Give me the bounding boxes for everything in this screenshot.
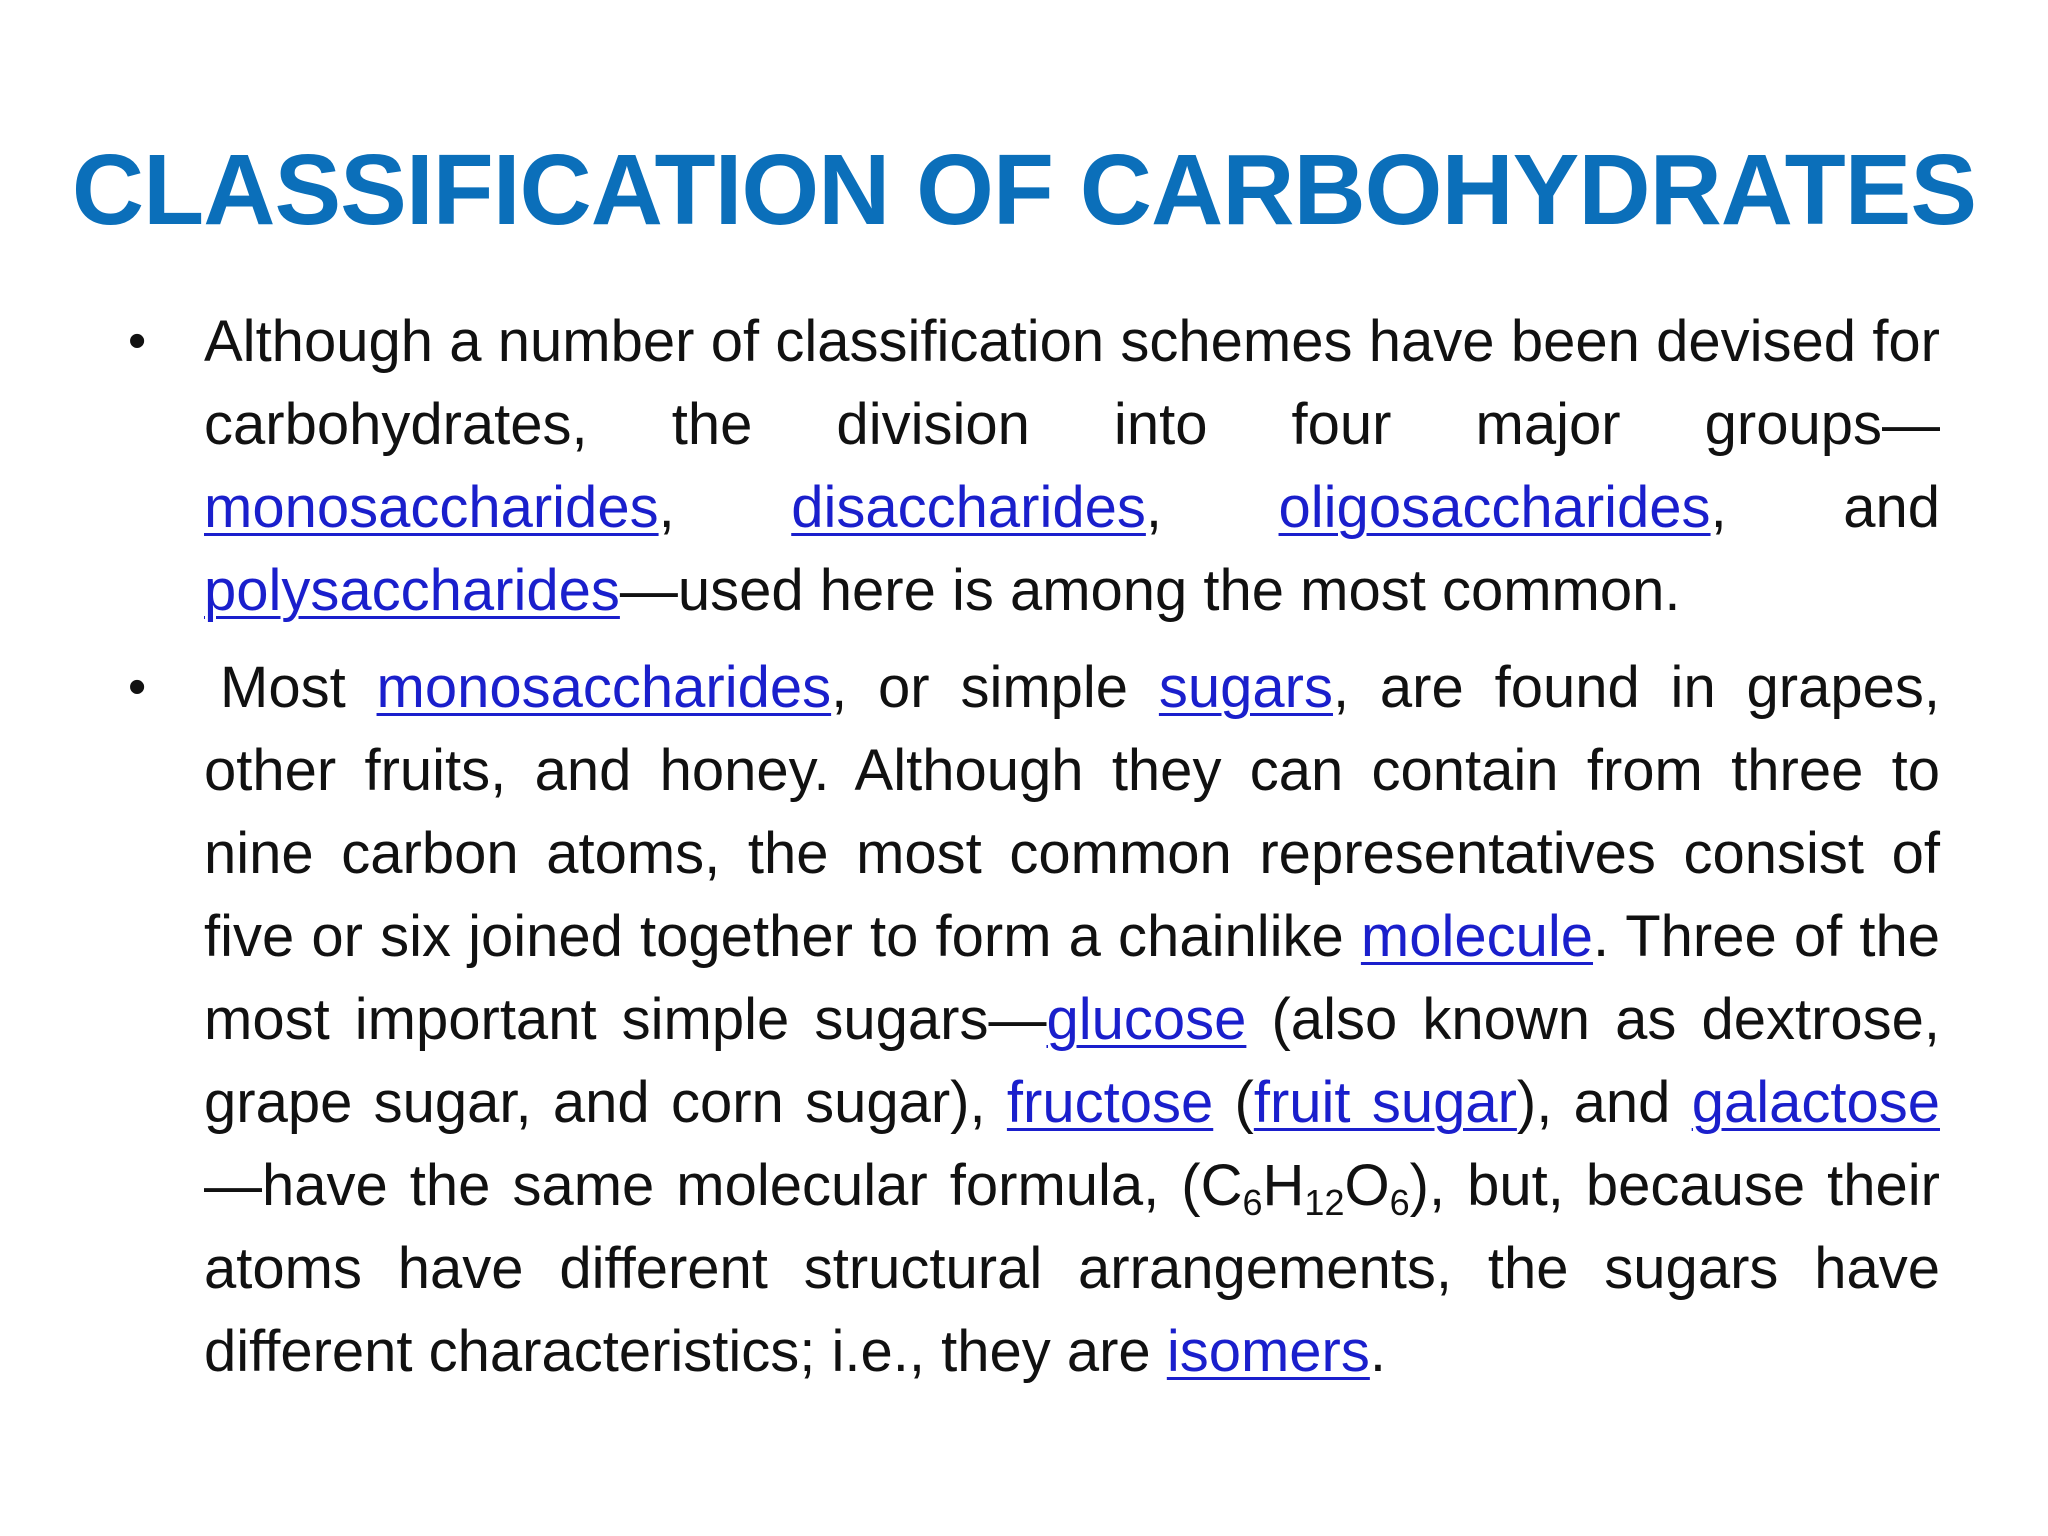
link-oligosaccharides[interactable]: oligosaccharides <box>1278 475 1711 540</box>
bullet-item-2 <box>122 646 1940 1393</box>
bullet-dot-icon: • <box>128 658 147 716</box>
link-polysaccharides[interactable]: polysaccharides <box>204 558 620 623</box>
bullet-list <box>122 300 1940 1393</box>
bullet2-text-5: (also known as dextrose, grape sugar, and corn sugar), <box>204 987 1941 1135</box>
formula-c: C <box>1200 1153 1243 1218</box>
link-fructose[interactable]: fructose <box>1006 1070 1214 1135</box>
link-fruit-sugar[interactable]: fruit sugar <box>1253 1070 1517 1135</box>
link-galactose[interactable]: galactose <box>1691 1070 1940 1135</box>
bullet2-text-1: Most <box>220 655 377 720</box>
bullet2-text-8: —have the same molecular formula, ( <box>204 1153 1201 1218</box>
bullet2-text-9: ), but, because their atoms have different structural arrangements, the sugars have different characteristics; i.e., they are <box>204 1153 1940 1384</box>
bullet2-text-7: ), and <box>1516 1070 1692 1135</box>
formula-o: O <box>1344 1153 1390 1218</box>
bullet2-text-4: . Three of the most important simple sugars— <box>204 904 1941 1052</box>
bullet2-text-3: , are found in grapes, other fruits, and honey. Although they can contain from three to nine carbon atoms, the most common representatives consist of five or six joined together to form a chainlike <box>204 655 1940 969</box>
formula-c-subscript: 6 <box>1242 1182 1263 1223</box>
link-disaccharides[interactable]: disaccharides <box>791 475 1146 540</box>
slide-title: CLASSIFICATION OF CARBOHYDRATES <box>71 134 1977 246</box>
bullet-item-1 <box>122 300 1940 632</box>
link-isomers[interactable]: isomers <box>1166 1319 1370 1384</box>
link-monosaccharides[interactable]: monosaccharides <box>204 475 659 540</box>
bullet1-text-2: , <box>658 475 792 540</box>
formula-h-subscript: 12 <box>1304 1182 1345 1223</box>
link-glucose[interactable]: glucose <box>1046 987 1247 1052</box>
bullet-dot-icon: • <box>128 312 147 370</box>
bullet1-text-5: —used here is among the most common. <box>619 558 1681 623</box>
bullet1-text-4: , and <box>1710 475 1940 540</box>
formula-o-subscript: 6 <box>1389 1182 1410 1223</box>
bullet2-text-2: , or simple <box>831 655 1159 720</box>
link-molecule[interactable]: molecule <box>1360 904 1594 969</box>
link-sugars[interactable]: sugars <box>1158 655 1333 720</box>
bullet1-text-1: Although a number of classification schemes have been devised for carbohydrates, the division into four major groups— <box>204 309 1940 457</box>
bullet2-text-6: ( <box>1213 1070 1254 1135</box>
link-monosaccharides-2[interactable]: monosaccharides <box>376 655 832 720</box>
bullet1-text-3: , <box>1145 475 1279 540</box>
bullet2-text-10: . <box>1369 1319 1386 1384</box>
formula-h: H <box>1262 1153 1305 1218</box>
